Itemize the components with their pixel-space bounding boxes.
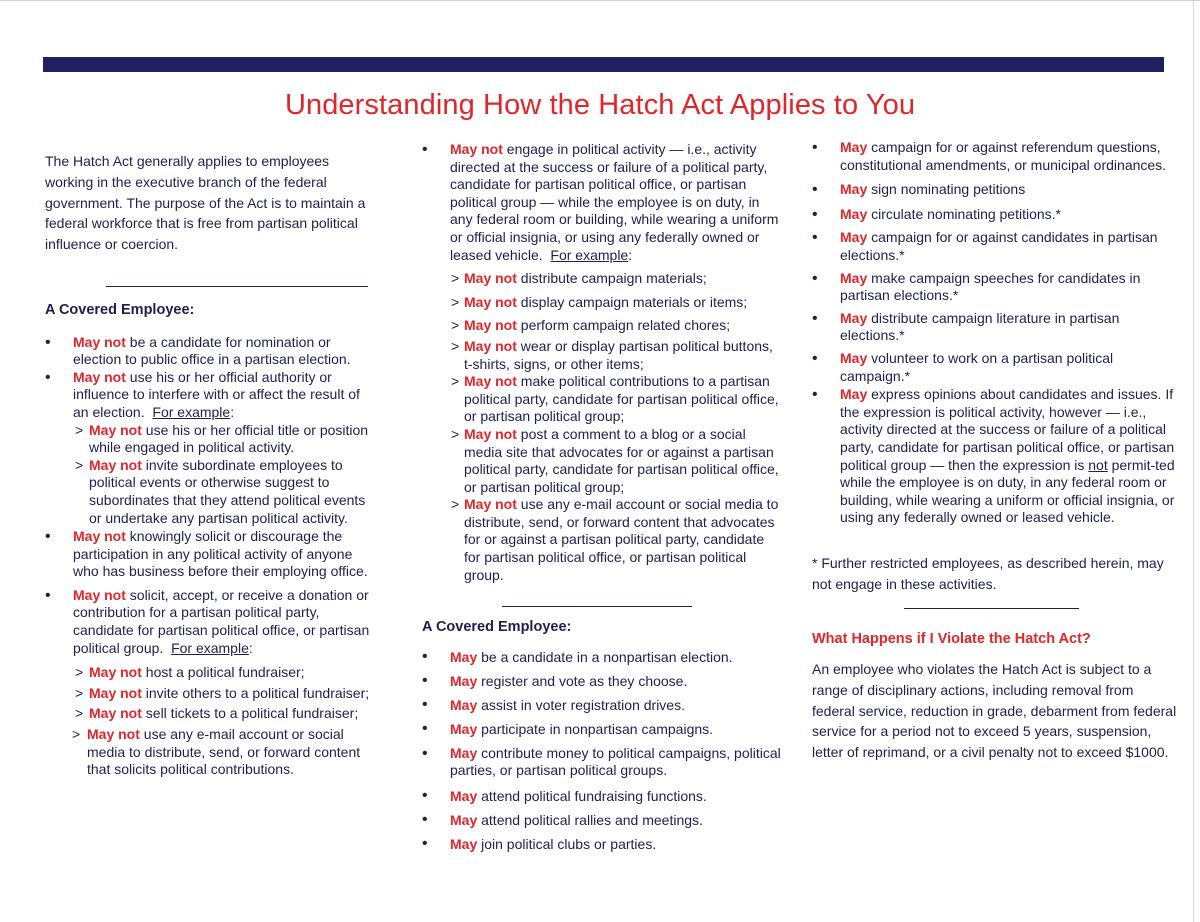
divider bbox=[106, 269, 368, 287]
page-edge bbox=[1193, 1, 1194, 922]
covered-employee-heading: A Covered Employee: bbox=[45, 301, 195, 318]
list-item: • May be a candidate in a nonpartisan election. bbox=[422, 645, 782, 669]
list-item: • May attend political rallies and meetings. bbox=[422, 808, 782, 832]
list-item: • May not engage in political activity — i.e., activity directed at the success or failure of a political party, candidate for partisan political office, or partisan political group — while the employee is on duty, in any federal room or building, while wearing a uniform or official insignia, or using any federally owned or leased vehicle. For example: bbox=[422, 141, 782, 264]
sub-list-item: > May not wear or display partisan political buttons, t-shirts, signs, or other items; bbox=[451, 337, 773, 372]
sub-list-item: > May not sell tickets to a political fundraiser; bbox=[75, 705, 359, 722]
list-item: • May make campaign speeches for candidates in partisan elections.* bbox=[812, 270, 1177, 305]
list-item: • May assist in voter registration drives. bbox=[422, 693, 782, 717]
list-item: • May express opinions about candidates and issues. If the expression is political activity, however — i.e., activity directed at the success or failure of a political party, candidate for partisan political office, or partisan political group — then the expression is not permit-ted while the employee is on duty, in any federal room or building, while wearing a uniform or official insignia, or using any federally owned or leased vehicle. bbox=[812, 386, 1177, 527]
page-title: Understanding How the Hatch Act Applies to You bbox=[284, 89, 916, 121]
footnote: * Further restricted employees, as described herein, may not engage in these activities. bbox=[812, 554, 1164, 592]
may-not-list bbox=[422, 141, 782, 584]
sub-list-item: > May not host a political fundraiser; bbox=[75, 664, 305, 681]
list-item: • May contribute money to political campaigns, political parties, or partisan political groups. bbox=[422, 745, 782, 780]
violate-paragraph: An employee who violates the Hatch Act is subject to a range of disciplinary actions, including removal from federal service, reduction in grade, debarment from federal service for a period not to exceed 5 years, suspension, letter of reprimand, or a civil penalty not to exceed $1000. bbox=[812, 661, 1177, 761]
divider bbox=[904, 594, 1079, 609]
list-item: • May volunteer to work on a partisan political campaign.* bbox=[812, 350, 1177, 385]
column-1 bbox=[45, 151, 375, 779]
list-item: • May attend political fundraising functions. bbox=[422, 784, 782, 808]
list-item: • May not solicit, accept, or receive a donation or contribution for a partisan political party, candidate for partisan political office, or partisan political group. For example: bbox=[45, 587, 375, 657]
sub-list-item: > May not post a comment to a blog or a social media site that advocates for or against a partisan political party, candidate for partisan political office, or partisan political group; bbox=[451, 425, 779, 495]
sub-list-item: > May not invite others to a political fundraiser; bbox=[75, 684, 370, 701]
divider bbox=[502, 584, 692, 607]
covered-employee-heading: A Covered Employee: bbox=[422, 619, 572, 636]
sub-list-item: > May not use any e-mail account or social media to distribute, send, or forward content that solicits political contributions. bbox=[72, 726, 361, 778]
may-label: May bbox=[450, 648, 478, 665]
sub-list-item: > May not perform campaign related chores; bbox=[451, 317, 731, 334]
header-bar bbox=[43, 57, 1164, 72]
violate-heading: What Happens if I Violate the Hatch Act? bbox=[812, 631, 1091, 648]
sub-list-item: > May not use his or her official title or position while engaged in political activity. bbox=[75, 421, 369, 456]
list-item: • May circulate nominating petitions.* bbox=[812, 206, 1177, 224]
list-item: • May sign nominating petitions bbox=[812, 181, 1177, 199]
list-item: • May campaign for or against referendum questions, constitutional amendments, or municipal ordinances. bbox=[812, 139, 1177, 174]
may-list bbox=[812, 139, 1177, 527]
sub-list-item: > May not make political contributions to a partisan political party, candidate for partisan political office, or partisan political group; bbox=[451, 373, 779, 425]
may-not-label: May not bbox=[73, 333, 126, 350]
column-2 bbox=[422, 141, 782, 856]
sub-list-item: > May not use any e-mail account or social media to distribute, send, or forward content that advocates for or against a partisan political party, candidate for partisan political office, or partisan political group. bbox=[451, 496, 779, 583]
sub-list-item: > May not invite subordinate employees to political events or otherwise suggest to subordinates that they attend political events or undertake any partisan political activity. bbox=[75, 456, 366, 526]
list-item: • May join political clubs or parties. bbox=[422, 832, 782, 856]
list-item: • May not use his or her official authority or influence to interfere with or affect the result of an election. For example: bbox=[45, 369, 375, 422]
list-item: • May campaign for or against candidates in partisan elections.* bbox=[812, 229, 1177, 264]
may-list bbox=[422, 645, 782, 857]
list-item: • May not knowingly solicit or discourage the participation in any political activity of anyone who has business before their employing office. bbox=[45, 528, 375, 581]
list-item: • May register and vote as they choose. bbox=[422, 669, 782, 693]
list-item: • May participate in nonpartisan campaigns. bbox=[422, 717, 782, 741]
intro-paragraph: The Hatch Act generally applies to employees working in the executive branch of the federal government. The purpose of the Act is to maintain a federal workforce that is free from partisan political influence or coercion. bbox=[45, 153, 366, 253]
list-item: • May distribute campaign literature in partisan elections.* bbox=[812, 310, 1177, 345]
sub-list-item: > May not distribute campaign materials; bbox=[451, 270, 707, 287]
list-item: • May not be a candidate for nomination or election to public office in a partisan election. bbox=[45, 334, 375, 369]
sub-list-item: > May not display campaign materials or items; bbox=[451, 293, 748, 310]
for-example-label: For example bbox=[152, 403, 231, 420]
may-not-list bbox=[45, 334, 375, 779]
column-3 bbox=[812, 139, 1177, 763]
